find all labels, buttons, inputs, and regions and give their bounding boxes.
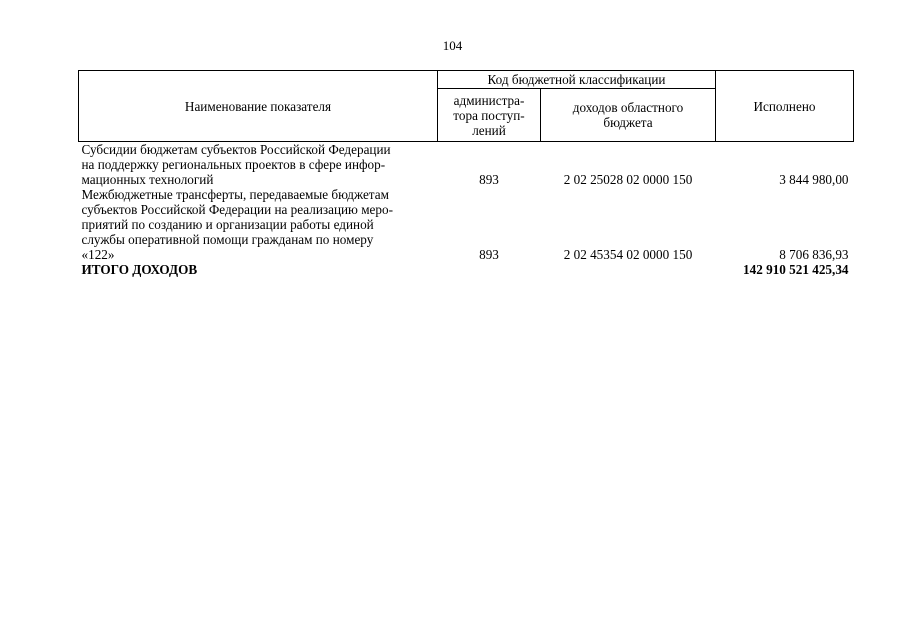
revenue-table [78, 70, 853, 277]
row-name [79, 142, 438, 188]
row-name-line: приятий по созданию и организации работы единой [81, 217, 374, 232]
row-name-line: субъектов Российской Федерации на реализацию меро- [81, 202, 393, 217]
row-budget-code: 2 02 45354 02 0000 150 [563, 247, 693, 262]
header-name: Наименование показателя [79, 71, 438, 142]
total-row [79, 262, 854, 277]
header-admin: администра- тора поступ- лений [438, 89, 541, 142]
header-budget-code: доходов областного бюджета [541, 89, 716, 142]
table-row [79, 187, 854, 262]
header-budget-classification: Код бюджетной классификации [438, 71, 716, 89]
page-number: 104 [442, 38, 463, 53]
row-amount: 3 844 980,00 [779, 172, 849, 187]
table-row [79, 142, 854, 188]
row-name-line: Межбюджетные трансферты, передаваемые бюджетам [81, 187, 389, 202]
row-admin-code: 893 [479, 172, 499, 187]
row-admin-code: 893 [479, 247, 499, 262]
row-amount: 8 706 836,93 [779, 247, 849, 262]
total-label: ИТОГО ДОХОДОВ [81, 262, 198, 277]
row-name [79, 187, 438, 262]
row-name-line: мационных технологий [81, 172, 214, 187]
row-name-line: «122» [81, 247, 115, 262]
total-amount: 142 910 521 425,34 [743, 262, 849, 277]
header-executed: Исполнено [716, 71, 854, 142]
row-name-line: на поддержку региональных проектов в сфере инфор- [81, 157, 386, 172]
row-name-line: службы оперативной помощи гражданам по номеру [81, 232, 374, 247]
row-name-line: Субсидии бюджетам субъектов Российской Федерации [81, 142, 391, 157]
row-budget-code: 2 02 25028 02 0000 150 [563, 172, 693, 187]
